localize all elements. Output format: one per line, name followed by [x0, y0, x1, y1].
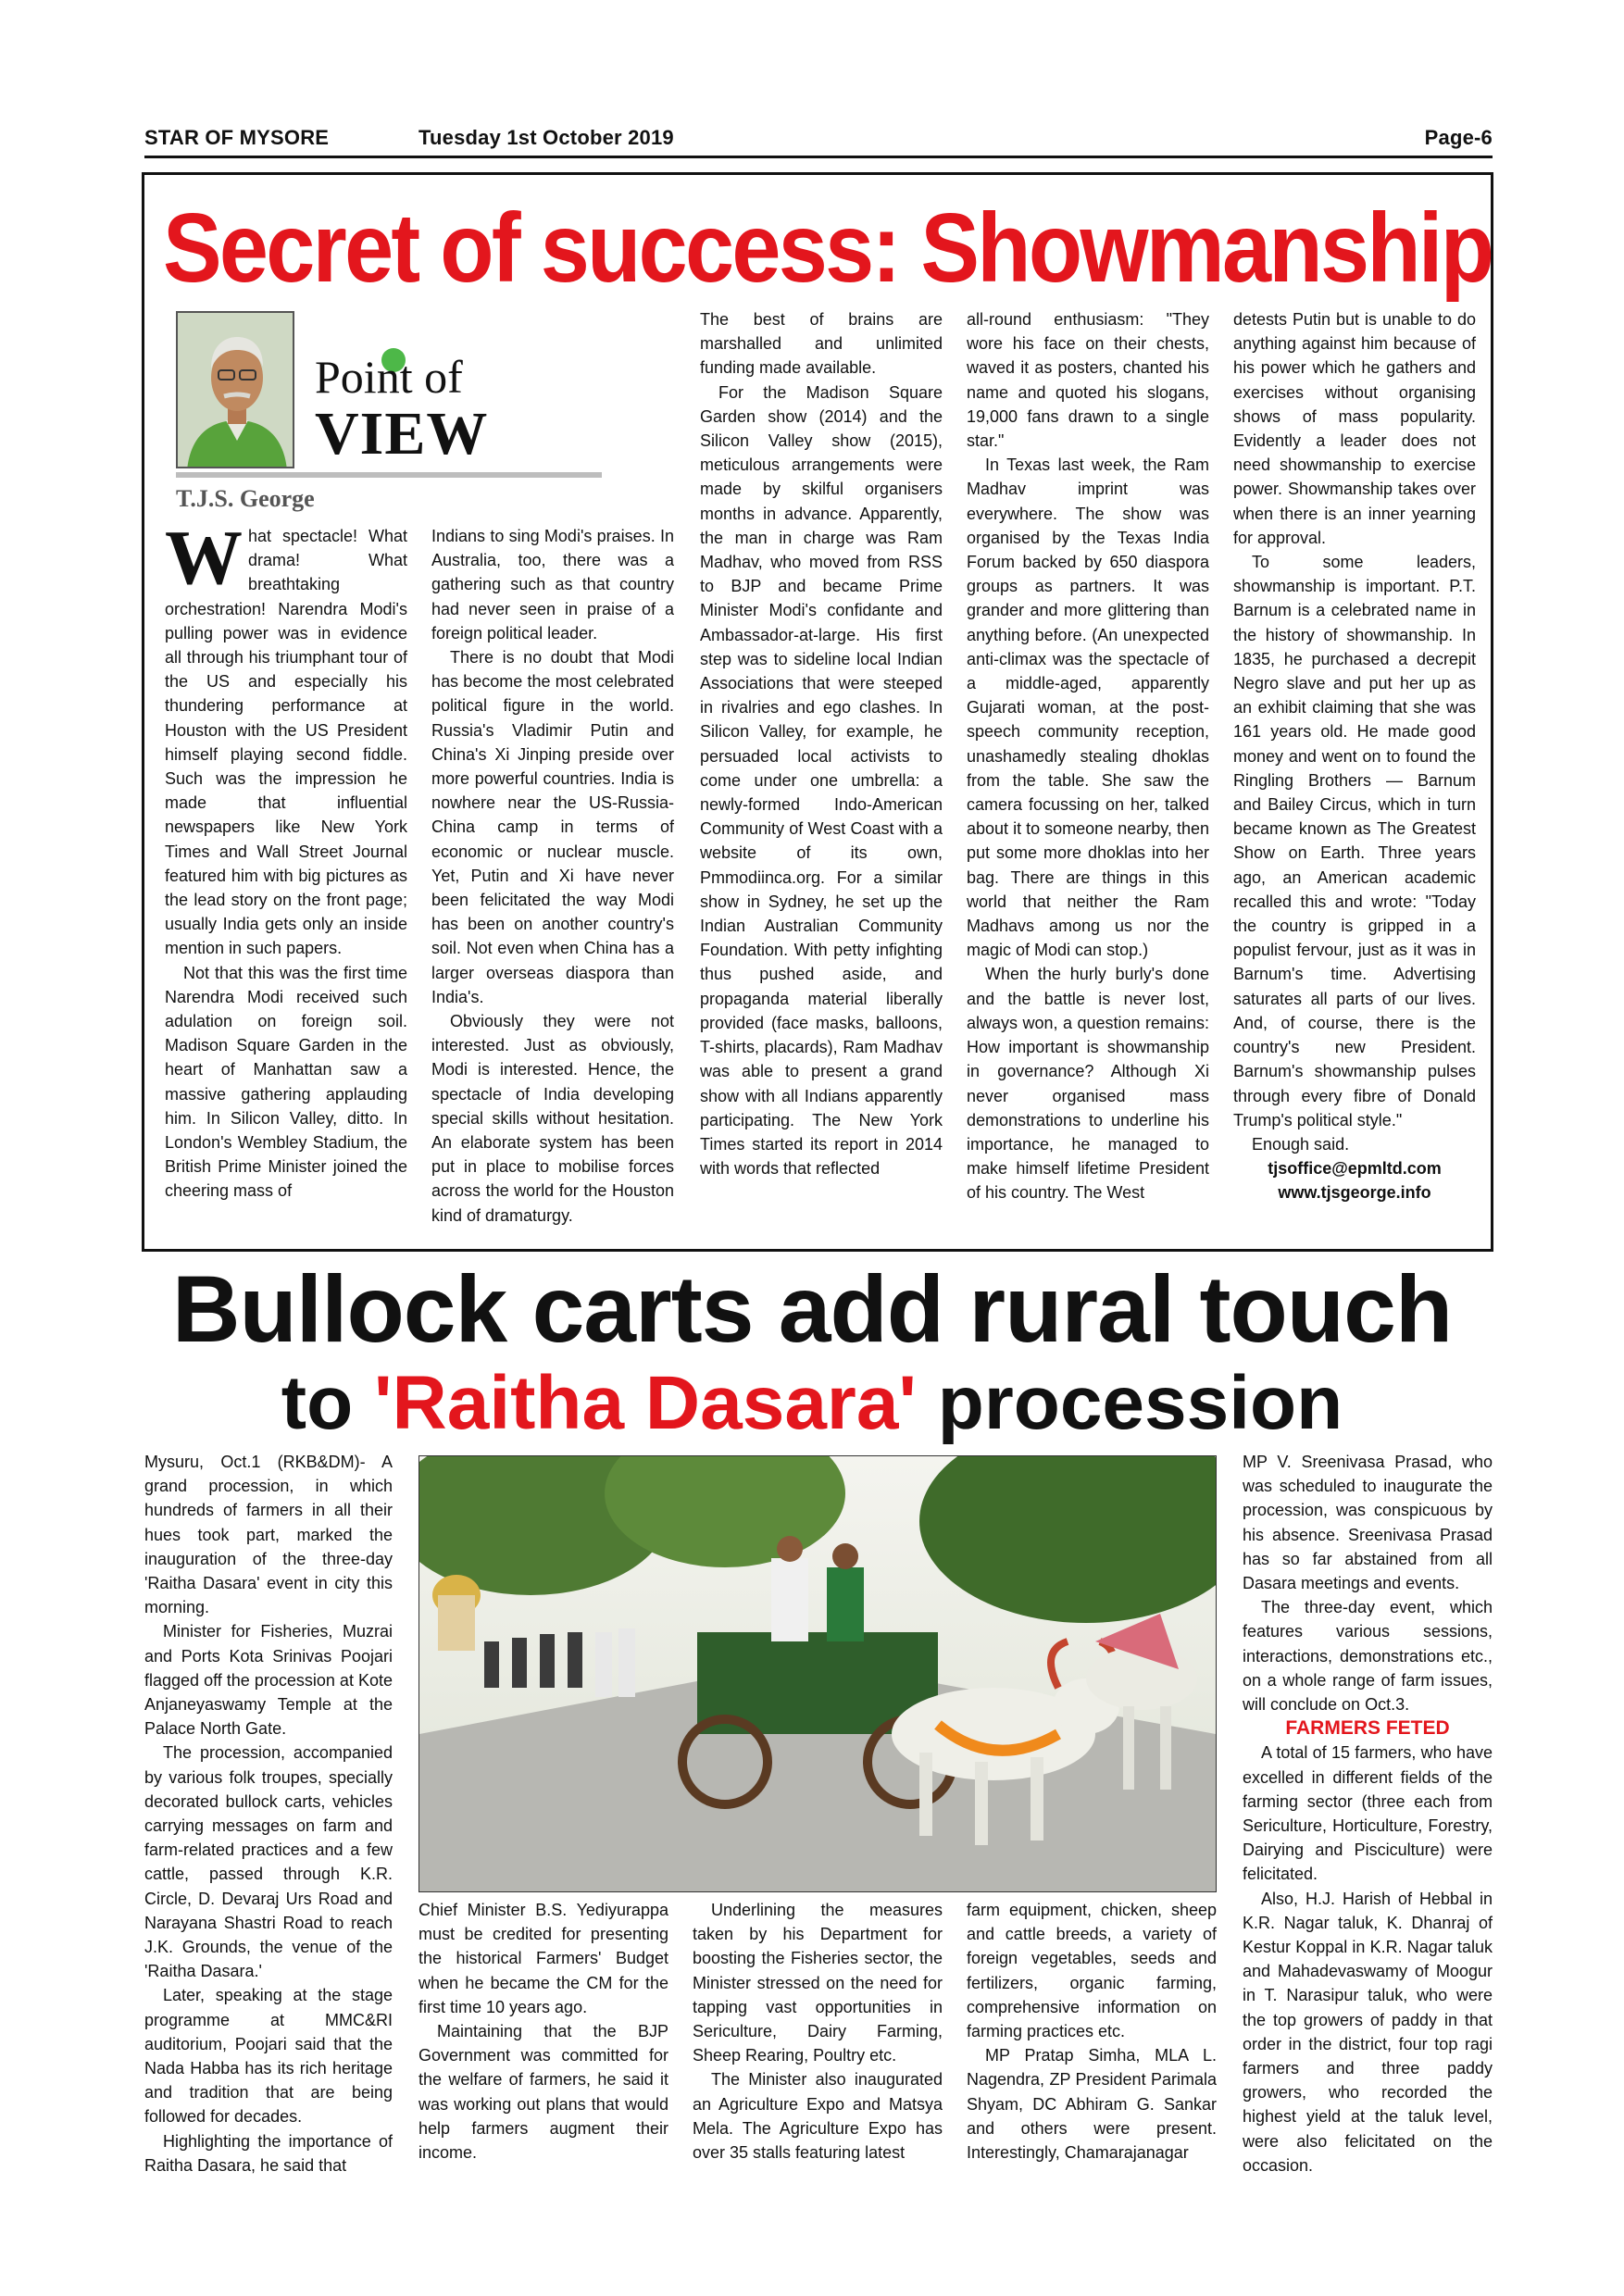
paragraph: The procession, accompanied by various folk troupes, specially decorated bullock carts, vehicles carrying messages on farm and farm-related practices and a few cattle, passed through K.R. Circle, D. Devaraj Urs Road and Narayana Shastri Road to reach J.K. Grounds, the venue of the 'Raitha Dasara.'	[144, 1743, 393, 1981]
headline-event-name: 'Raitha Dasara'	[374, 1361, 917, 1445]
paragraph: Chief Minister B.S. Yediyurappa must be credited for presenting the historical Farmers' Budget when he became the CM for the first time 10 years ago.	[418, 1901, 668, 2016]
subheading: FARMERS FETED	[1285, 1717, 1450, 1740]
newspaper-name: STAR OF MYSORE	[144, 126, 330, 149]
logo-line-2: VIEW	[315, 400, 489, 468]
paragraph: MP Pratap Simha, MLA L. Nagendra, ZP President Parimala Shyam, DC Abhiram G. Sankar and others were present. Interestingly, Chamarajanagar	[967, 2046, 1217, 2163]
paragraph: Indians to sing Modi's praises. In Australia, too, there was a gathering such as that country had never seen in praise of a foreign political leader.	[431, 527, 674, 643]
paragraph: Enough said.	[1252, 1134, 1350, 1154]
paragraph: Later, speaking at the stage programme at MMC&RI auditorium, Poojari said that the Nada Habba has its rich heritage and tradition that are being followed for decades.	[144, 1986, 393, 2127]
paragraph: Also, H.J. Harish of Hebbal in K.R. Nagar taluk, K. Dhanraj of Kestur Koppal in K.R. Nagar taluk and Mahadevaswamy of Moogur in T. Narasipur taluk, who were the top growers of paddy in that order in the district, four top ragi farmers and three paddy growers, who recorded the highest yield at the taluk level, were also felicitated on the occasion.	[1243, 1889, 1493, 2175]
author-byline: T.J.S. George	[176, 485, 315, 512]
story1-column-1	[165, 515, 407, 1204]
issue-date: Tuesday 1st October 2019	[418, 126, 674, 149]
paragraph: detests Putin but is unable to do anything against him because of his power which he gathers and exercises without organising shows of mass popularity. Evidently a leader does not need showmanship to exercise power. Showmanship takes over when there is an inner yearning for approval.	[1233, 310, 1476, 547]
story1-column-4	[967, 307, 1209, 1205]
paragraph: all-round enthusiasm: "They wore his face on their chests, waved it as posters, chanted his name and quoted his slogans, 19,000 fans drawn to a single star."	[967, 310, 1209, 451]
author-email: tjsoffice@epmltd.com	[1268, 1159, 1442, 1179]
paragraph: MP V. Sreenivasa Prasad, who was scheduled to inaugurate the procession, was conspicuous by his absence. Sreenivasa Prasad has so far abstained from all Dasara meetings and events.	[1243, 1453, 1493, 1593]
page-number: Page-6	[1424, 126, 1493, 149]
paragraph: When the hurly burly's done and the battle is never lost, always won, a question remains: How important is showmanship in governance? Although Xi never organised mass demonstrations to underline his importance, he managed to make himself lifetime President of his country. The West	[967, 965, 1209, 1203]
paragraph: To some leaders, showmanship is important. P.T. Barnum is a celebrated name in the history of showmanship. In 1835, he purchased a decrepit Negro slave and put her up as an exhibit claiming that she was 161 years old. He made good money and went on to found the Ringling Brothers — Barnum and Bailey Circus, which in turn became known as The Greatest Show on Earth. Three years ago, an American academic recalled this and wrote: "Today the country is gripped in a populist fervour, just as it was in Barnum's time. Advertising saturates all parts of our lives. And, of course, there is the country's new President. Barnum's showmanship pulses through every fibre of Donald Trump's political style."	[1233, 553, 1476, 1129]
paragraph: Highlighting the importance of Raitha Dasara, he said that	[144, 2131, 393, 2175]
story2-column-4	[967, 1898, 1217, 2165]
point-of-view-logo	[176, 311, 602, 498]
drop-cap: W	[165, 515, 243, 601]
story2-headline-line2	[0, 1359, 1624, 1448]
paragraph: farm equipment, chicken, sheep and cattle breeds, a variety of foreign vegetables, seeds and fertilizers, organic farming, comprehensive information on farming practices etc.	[967, 1901, 1217, 2041]
paragraph: Maintaining that the BJP Government was committed for the welfare of farmers, he said it was working out plans that would help farmers augment their income.	[418, 2022, 668, 2163]
paragraph: A total of 15 farmers, who have excelled in different fields of the farming sector (three each from Sericulture, Horticulture, Forestry, Dairying and Pisciculture) were felicitated.	[1243, 1743, 1493, 1884]
story1-column-3	[700, 307, 943, 1180]
paragraph: Underlining the measures taken by his Department for boosting the Fisheries sector, the Minister stressed on the need for tapping vast opportunities in Sericulture, Dairy Farming, Sheep Rearing, Poultry etc.	[693, 1901, 943, 2065]
headline-word: to	[281, 1361, 354, 1445]
story2-column-1	[144, 1450, 393, 2177]
headline-word: procession	[937, 1361, 1343, 1445]
story2-column-3	[693, 1898, 943, 2165]
paragraph: Not that this was the first time Narendra Modi received such adulation on foreign soil. Madison Square Garden in the heart of Manhattan saw a massive gathering applauding him. In Silicon Valley, ditto. In London's Wembley Stadium, the British Prime Minister joined the cheering mass of	[165, 963, 407, 1201]
story2-column-2	[418, 1898, 668, 2165]
paragraph: The best of brains are marshalled and unlimited funding made available.	[700, 310, 943, 378]
story1-headline: Secret of success: Showmanship	[163, 193, 1493, 303]
author-website: www.tjsgeorge.info	[1278, 1183, 1431, 1203]
story1-column-5	[1233, 307, 1476, 1205]
paragraph: The Minister also inaugurated an Agriculture Expo and Matsya Mela. The Agriculture Expo has over 35 stalls featuring latest	[693, 2070, 943, 2163]
procession-photo	[418, 1455, 1217, 1892]
paragraph: Obviously they were not interested. Just as obviously, Modi is interested. Hence, the spectacle of India developing special skills without hesitation. An elaborate system has been put in place to mobilise forces across the world for the Houston kind of dramaturgy.	[431, 1012, 674, 1225]
author-photo	[176, 311, 294, 468]
paragraph: What spectacle! What drama! What breathtaking orchestration! Narendra Modi's pulling power was in evidence all through his triumphant tour of the US and especially his thundering performance at Houston with the US President himself playing second fiddle. Such was the impression he made that influential newspapers like New York Times and Wall Street Journal featured him with big pictures as the lead story on the front page; usually India gets only an inside mention in such papers.	[165, 515, 407, 958]
paragraph: There is no doubt that Modi has become the most celebrated political figure in the world. Russia's Vladimir Putin and China's Xi Jinping preside over more powerful countries. India is nowhere near the US-Russia-China camp in terms of economic or nuclear muscle. Yet, Putin and Xi have never been felicitated the way Modi has been on another country's soil. Not even when China has a larger overseas diaspora than India's.	[431, 648, 674, 1006]
logo-underline	[176, 472, 602, 478]
story2-column-5	[1243, 1450, 1493, 2177]
paragraph: Mysuru, Oct.1 (RKB&DM)- A grand procession, in which hundreds of farmers in all their hues took part, marked the inauguration of the three-day 'Raitha Dasara' event in city this morning.	[144, 1453, 393, 1617]
paragraph: For the Madison Square Garden show (2014) and the Silicon Valley show (2015), meticulous arrangements were made by skilful organisers months in advance. Apparently, the man in charge was Ram Madhav, who moved from RSS to BJP and became Prime Minister Modi's confidante and Ambassador-at-large. His first step was to sideline local Indian Associations that were steeped in rivalries and ego clashes. In Silicon Valley, for example, he persuaded local activists to come under one umbrella: a newly-formed Indo-American Community of West Coast with a website of its own, Pmmodiinca.org. For a similar show in Sydney, he set up the Indian Australian Community Foundation. With petty infighting thus pushed aside, and propaganda material liberally provided (face masks, balloons, T-shirts, placards), Ram Madhav was able to present a grand show with all Indians apparently participating. The New York Times started its report in 2014 with words that reflected	[700, 382, 943, 1179]
header-rule	[144, 156, 1493, 158]
logo-line-1: Point of	[315, 351, 463, 403]
paragraph: Minister for Fisheries, Muzrai and Ports Kota Srinivas Poojari flagged off the procession at Kote Anjaneyaswamy Temple at the Palace North Gate.	[144, 1622, 393, 1739]
story1-column-2	[431, 524, 674, 1228]
paragraph: In Texas last week, the Ram Madhav imprint was everywhere. The show was organised by the Texas India Forum backed by 650 diaspora groups as partners. It was grander and more glittering than anything before. (An unexpected anti-climax was the spectacle of a middle-aged, apparently Gujarati woman, at the post-speech community reception, unashamedly stealing dhoklas from the table. She saw the camera focussing on her, talked about it to someone nearby, then put some more dhoklas into her bag. There are things in this world that neither the Ram Madhavs among us nor the magic of Modi can stop.)	[967, 455, 1209, 960]
page-header	[144, 126, 1493, 157]
story2-headline-line1: Bullock carts add rural touch	[171, 1256, 1453, 1362]
paragraph: The three-day event, which features various sessions, interactions, demonstrations etc., on a whole range of farm issues, will conclude on Oct.3.	[1243, 1598, 1493, 1715]
